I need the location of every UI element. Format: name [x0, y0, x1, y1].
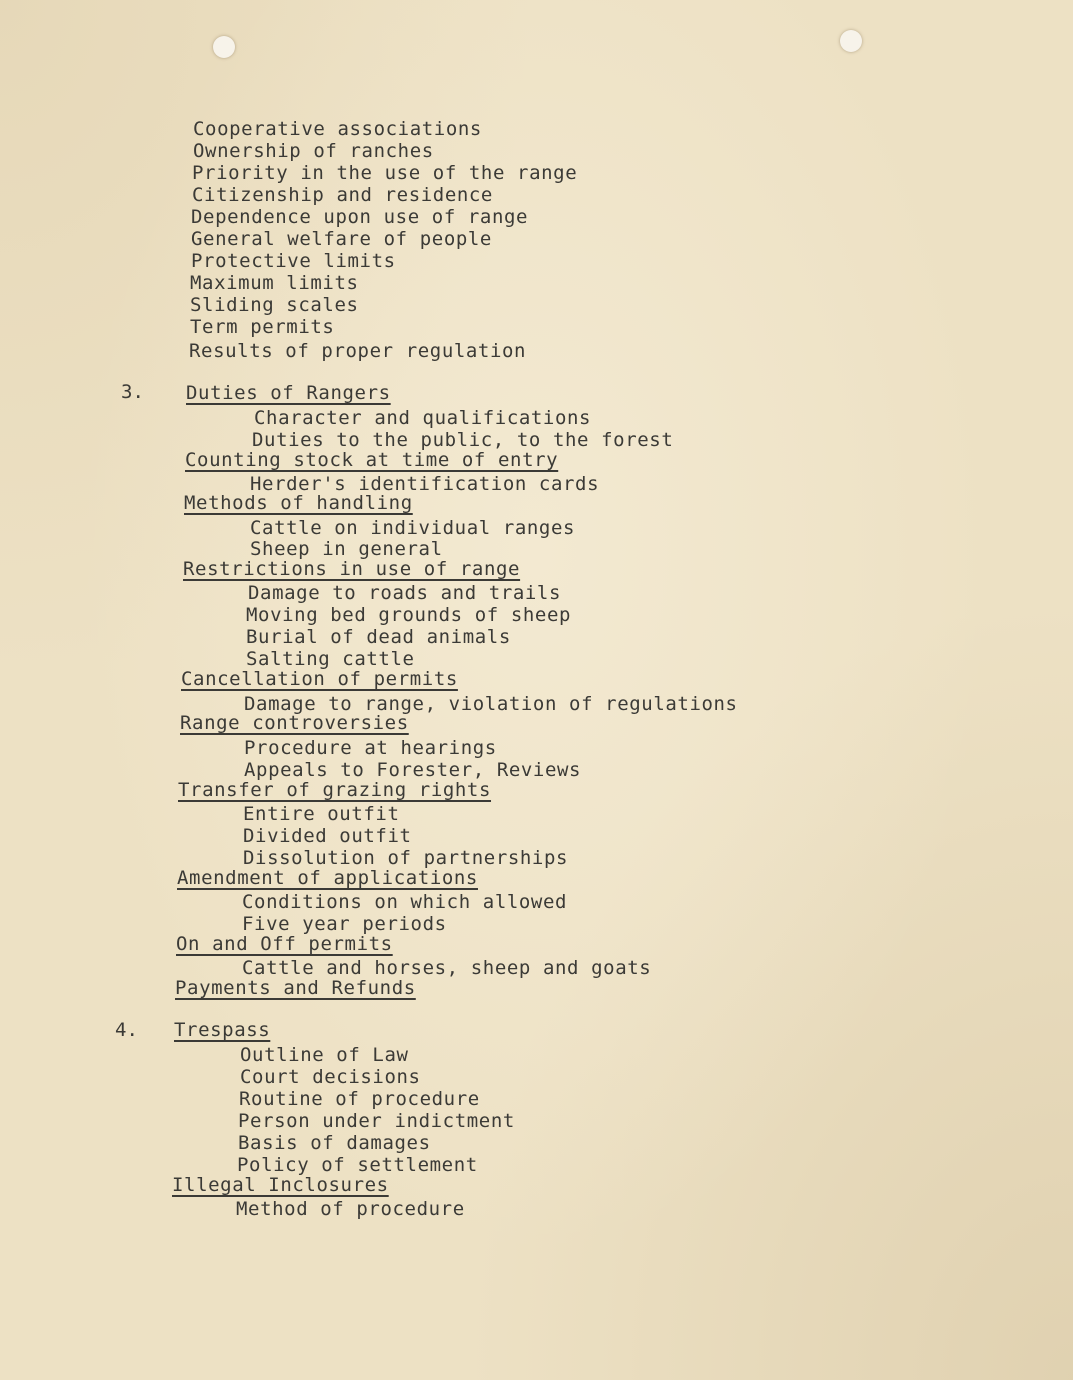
topic-line: Salting cattle [246, 648, 415, 670]
topic-line: Duties to the public, to the forest [252, 429, 674, 451]
topic-line: Ownership of ranches [193, 140, 434, 162]
section-heading: Amendment of applications [177, 867, 478, 889]
topic-line: Person under indictment [238, 1110, 515, 1132]
section-number: 3. [121, 381, 144, 403]
section-heading: Payments and Refunds [175, 977, 416, 999]
topic-line: Policy of settlement [237, 1154, 478, 1176]
section-heading: Transfer of grazing rights [178, 779, 492, 801]
section-heading: Cancellation of permits [181, 668, 458, 690]
section-heading: Restrictions in use of range [183, 558, 521, 580]
section-heading: On and Off permits [176, 933, 393, 955]
topic-line: Court decisions [240, 1066, 421, 1088]
topic-line: Cattle on individual ranges [250, 517, 576, 539]
topic-line: Herder's identification cards [250, 473, 600, 495]
topic-line: Character and qualifications [254, 407, 592, 429]
topic-line: Cooperative associations [193, 118, 482, 140]
section-heading: Trespass [174, 1019, 271, 1041]
topic-line: Outline of Law [240, 1044, 409, 1066]
topic-line: Five year periods [242, 913, 447, 935]
topic-line: Appeals to Forester, Reviews [244, 759, 582, 781]
section-heading: Range controversies [180, 712, 409, 734]
punch-hole-left [213, 36, 235, 58]
topic-line: Procedure at hearings [244, 737, 497, 759]
topic-line: Burial of dead animals [246, 626, 511, 648]
topic-line: Priority in the use of the range [192, 162, 578, 184]
topic-line: Cattle and horses, sheep and goats [242, 957, 652, 979]
topic-line: Divided outfit [243, 825, 412, 847]
topic-line: Term permits [190, 316, 335, 338]
topic-line: Citizenship and residence [192, 184, 493, 206]
topic-line: Protective limits [191, 250, 396, 272]
topic-line: Conditions on which allowed [242, 891, 568, 913]
section-heading: Methods of handling [184, 492, 413, 514]
topic-line: Dependence upon use of range [191, 206, 529, 228]
topic-line: Damage to roads and trails [248, 582, 562, 604]
topic-line: Sliding scales [190, 294, 359, 316]
topic-line: Moving bed grounds of sheep [246, 604, 572, 626]
topic-line: Routine of procedure [239, 1088, 480, 1110]
topic-line: General welfare of people [191, 228, 492, 250]
topic-line: Sheep in general [250, 538, 443, 560]
topic-line: Results of proper regulation [189, 340, 527, 362]
section-number: 4. [115, 1019, 138, 1041]
punch-hole-right [840, 30, 862, 52]
topic-line: Maximum limits [190, 272, 359, 294]
section-heading: Counting stock at time of entry [185, 449, 559, 471]
topic-line: Entire outfit [243, 803, 400, 825]
section-heading: Illegal Inclosures [172, 1174, 389, 1196]
section-heading: Duties of Rangers [186, 382, 391, 404]
topic-line: Basis of damages [238, 1132, 431, 1154]
topic-line: Dissolution of partnerships [243, 847, 569, 869]
topic-line: Method of procedure [236, 1198, 465, 1220]
topic-line: Damage to range, violation of regulations [244, 693, 738, 715]
